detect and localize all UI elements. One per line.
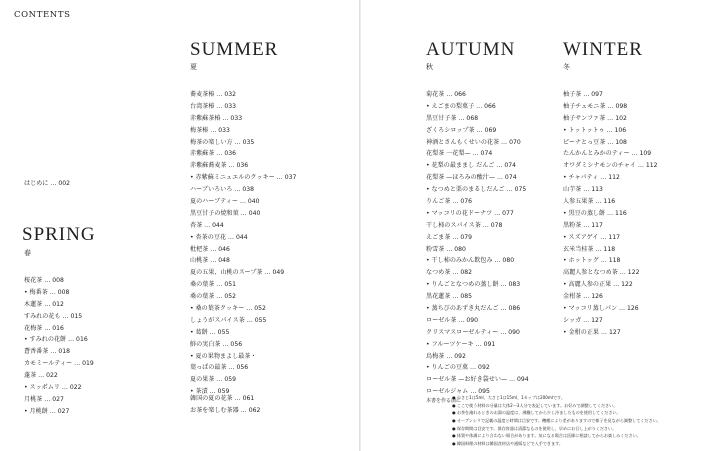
toc-entry[interactable]: りんご茶 … 076 <box>426 198 472 206</box>
toc-entry[interactable]: • 金柑の正果 … 127 <box>563 328 621 336</box>
toc-entry[interactable]: 桜花茶 … 008 <box>24 277 64 284</box>
note-line: ● 体質や体調により合わない場合があります。気になる場合は医師に相談してからお楽しみください。 <box>452 433 641 439</box>
toc-entry[interactable]: ローゼル茶 —お好き袋せい— … 094 <box>426 376 529 384</box>
toc-entry[interactable]: たんかんとみかのティー … 109 <box>563 150 652 158</box>
toc-entry[interactable]: 神酒とさんもくせいの花茶 … 070 <box>426 138 521 146</box>
spring-list <box>24 275 94 418</box>
toc-entry[interactable]: 柚子サンファ茶 … 102 <box>563 114 627 122</box>
toc-entry[interactable]: オワダミシナモンのチャイ … 112 <box>563 162 658 170</box>
toc-entry[interactable]: • マッコリ蒸しパン … 126 <box>563 305 639 313</box>
winter-list <box>563 89 657 339</box>
spring-subtitle: 春 <box>24 249 31 257</box>
note-line: ● オーブンシリで記載の温度と時間は目安です。機種により差がありますので様子を見ながら調整してください。 <box>452 418 661 424</box>
toc-entry[interactable]: 黒豆甘子茶 … 068 <box>426 114 479 122</box>
autumn-list <box>426 89 529 398</box>
toc-entry[interactable]: 葉っぱの最茶 … 056 <box>190 364 249 372</box>
toc-entry[interactable]: ハーブいろいろ … 038 <box>190 186 254 194</box>
toc-entry[interactable]: 烏梅茶 … 092 <box>426 352 466 360</box>
toc-entry[interactable]: • チャパティ … 112 <box>563 174 620 182</box>
toc-entry[interactable]: 黒粉茶 … 117 <box>563 221 603 229</box>
toc-entry[interactable]: お茶を楽しむ茶器 … 062 <box>190 406 261 414</box>
toc-entry[interactable]: • トットットゥ … 106 <box>563 126 627 134</box>
toc-entry[interactable]: しょうがスパイス茶 … 055 <box>190 316 267 324</box>
toc-entry[interactable]: ピーナとっ豆茶 … 108 <box>563 138 627 146</box>
toc-entry[interactable]: • 杏茶の豆花 … 044 <box>190 233 248 241</box>
toc-entry[interactable]: • えごまの梨菓子 … 066 <box>426 102 496 110</box>
summer-title: SUMMER <box>190 39 279 60</box>
winter-title: WINTER <box>563 39 643 60</box>
note-line: ● ここで使う材料の分量は大体2〜3人分で表記しています。お好みで調整してください。 <box>452 402 618 408</box>
toc-entry[interactable]: • すみれの花餅 … 016 <box>24 336 88 344</box>
toc-entry[interactable]: カモミールティー … 019 <box>24 360 94 368</box>
toc-entry[interactable]: 菊花茶 … 066 <box>426 91 466 98</box>
toc-entry[interactable]: 木蓮茶 … 012 <box>24 300 64 308</box>
toc-entry[interactable]: 黒豆甘子の焼和菓 … 040 <box>190 209 261 217</box>
toc-entry[interactable]: 金柑茶 … 126 <box>563 293 603 301</box>
toc-entry[interactable]: 人参五果茶 … 116 <box>563 198 616 206</box>
toc-entry[interactable]: 赤紫蘇茶椿 … 033 <box>190 114 243 122</box>
toc-entry[interactable]: 赤紫蘇茶 … 036 <box>190 150 236 158</box>
toc-entry[interactable]: ざくろシロップ茶 … 069 <box>426 126 497 134</box>
toc-entry[interactable]: 山芋茶 … 113 <box>563 186 603 194</box>
toc-entry[interactable]: 夏のハーブティー … 040 <box>190 198 260 206</box>
toc-entry[interactable]: • 梅番茶 … 008 <box>24 288 70 296</box>
autumn-subtitle: 秋 <box>426 63 433 71</box>
toc-entry[interactable]: 柚子茶 … 097 <box>563 91 603 98</box>
page-gutter <box>359 0 361 451</box>
toc-entry[interactable]: 夏の果茶 … 059 <box>190 376 236 384</box>
toc-entry[interactable]: 粉雪茶 … 080 <box>426 245 466 253</box>
toc-entry[interactable]: • 高麗人参の正果 … 122 <box>563 281 633 289</box>
toc-entry[interactable]: 梅茶椿 … 033 <box>190 126 230 134</box>
summer-list <box>190 89 296 398</box>
toc-entry[interactable]: 柚子チュモニ茶 … 098 <box>563 102 628 110</box>
toc-entry[interactable]: 赤紫蘇蕎麦茶 … 036 <box>190 162 249 170</box>
autumn-title: AUTUMN <box>426 39 516 60</box>
note-line: ● 保存期間は目安です。保存容器は清潔なものを使用し、早めにお召し上がりください。 <box>452 425 617 431</box>
toc-entry[interactable]: 韓国の夏の花茶 … 061 <box>190 395 255 402</box>
summer-subtitle: 夏 <box>190 63 197 71</box>
toc-entry[interactable]: 花梅茶 … 016 <box>24 324 64 332</box>
note-line: ● 韓国料理の材料は韓国食材店や通販などで入手できます。 <box>452 441 563 447</box>
toc-entry[interactable]: • 花梨の最ままし だんご … 074 <box>426 162 517 170</box>
summer-tail-list <box>190 393 260 417</box>
toc-entry[interactable]: • りんごの豆菓 … 092 <box>426 364 490 372</box>
toc-entry[interactable]: えごま茶 … 079 <box>426 233 472 241</box>
note-line: ● 小さじ1は5ml、大さじ1は15ml、1カップは200mlです。 <box>452 395 565 400</box>
toc-entry[interactable]: 桑の葉茶 … 051 <box>190 281 236 289</box>
toc-entry[interactable]: • りんごとなつめの蒸し餅 … 083 <box>426 281 521 289</box>
toc-entry[interactable]: 玄米当桂茶 … 118 <box>563 245 616 253</box>
toc-entry[interactable]: 枇杷茶 … 046 <box>190 245 230 253</box>
toc-entry[interactable]: ローゼルジャム … 095 <box>426 388 490 396</box>
toc-entry[interactable]: 山桃茶 … 048 <box>190 257 230 265</box>
toc-entry[interactable]: • なつめと栗のまるしだんご … 075 <box>426 186 527 194</box>
toc-entry[interactable]: • ホットッグ … 118 <box>563 257 621 265</box>
toc-entry[interactable]: • 葛餅 … 055 <box>190 328 230 336</box>
toc-entry[interactable]: 月桃茶 … 027 <box>24 395 64 403</box>
toc-entry[interactable]: クリスマスローゼルティー … 090 <box>426 328 520 336</box>
toc-entry[interactable]: 花梨茶 —ほろみの酸汁— … 074 <box>426 174 517 182</box>
toc-entry[interactable]: • スッポムリ … 022 <box>24 384 82 392</box>
toc-entry[interactable]: • 月桃餅 … 027 <box>24 407 70 415</box>
toc-entry[interactable]: すみれの花も … 015 <box>24 312 83 320</box>
toc-entry[interactable]: • 蒸ちびのあずき丸だんご … 086 <box>426 305 521 313</box>
toc-entry[interactable]: 花梨茶 一花梨— … 074 <box>426 150 493 158</box>
toc-entry[interactable]: 杏茶 … 044 <box>190 221 224 229</box>
winter-subtitle: 冬 <box>563 63 570 71</box>
toc-entry[interactable]: • 桑の葉茶クッキー … 052 <box>190 305 266 313</box>
notes-list <box>452 394 714 448</box>
toc-entry[interactable]: 蓬茶 … 022 <box>24 372 58 380</box>
toc-entry[interactable]: 台湾茶椿 … 033 <box>190 102 236 110</box>
toc-entry[interactable]: ローゼル茶 … 090 <box>426 316 478 324</box>
toc-entry[interactable]: • 黒豆の蒸し餅 … 116 <box>563 209 627 217</box>
toc-entry[interactable]: シッガ … 127 <box>563 316 603 324</box>
toc-entry[interactable]: • 夏の果物まよし最茶・ <box>190 352 257 360</box>
contents-header: CONTENTS <box>14 10 71 20</box>
toc-entry[interactable]: • マッコリの花ドーナツ … 077 <box>426 209 514 217</box>
spring-title: SPRING <box>22 224 96 245</box>
toc-entry[interactable]: • フルーツケーキ … 091 <box>426 340 496 348</box>
toc-entry[interactable]: なつめ茶 … 082 <box>426 269 472 277</box>
toc-entry[interactable]: 蕎麦茶椿 … 032 <box>190 91 236 98</box>
toc-entry[interactable]: 蒼香番茶 … 018 <box>24 348 70 356</box>
note-line: ● お茶を淹れるときのお湯の温度は、沸騰してから少し冷ましたものを使用してください。 <box>452 410 621 416</box>
toc-entry[interactable]: 高麗人参となつめ茶 … 122 <box>563 269 640 277</box>
toc-entry[interactable]: • スズアゲイ … 117 <box>563 233 620 241</box>
toc-entry[interactable]: 夏の五果、山桃のスープ茶 … 049 <box>190 269 285 277</box>
toc-entry[interactable]: 梅茶の楽しい方 … 035 <box>190 138 255 146</box>
toc-entry[interactable]: 鮮の実白茶 … 056 <box>190 340 243 348</box>
toc-entry[interactable]: 黒花蓮茶 … 085 <box>426 293 472 301</box>
toc-entry[interactable]: • 茶漬 … 059 <box>190 388 230 396</box>
intro-link[interactable]: はじめに … 002 <box>24 180 70 187</box>
toc-entry[interactable]: • 干し柿のみかん飲包み … 080 <box>426 257 515 265</box>
notes-title: 本書を作る前に <box>426 398 462 404</box>
toc-entry[interactable]: • 赤紫蘇ミニュエルのクッキー … 037 <box>190 174 297 182</box>
toc-entry[interactable]: 桑の葉茶 … 052 <box>190 293 236 301</box>
toc-entry[interactable]: 干し柿のスパイス茶 … 078 <box>426 221 503 229</box>
